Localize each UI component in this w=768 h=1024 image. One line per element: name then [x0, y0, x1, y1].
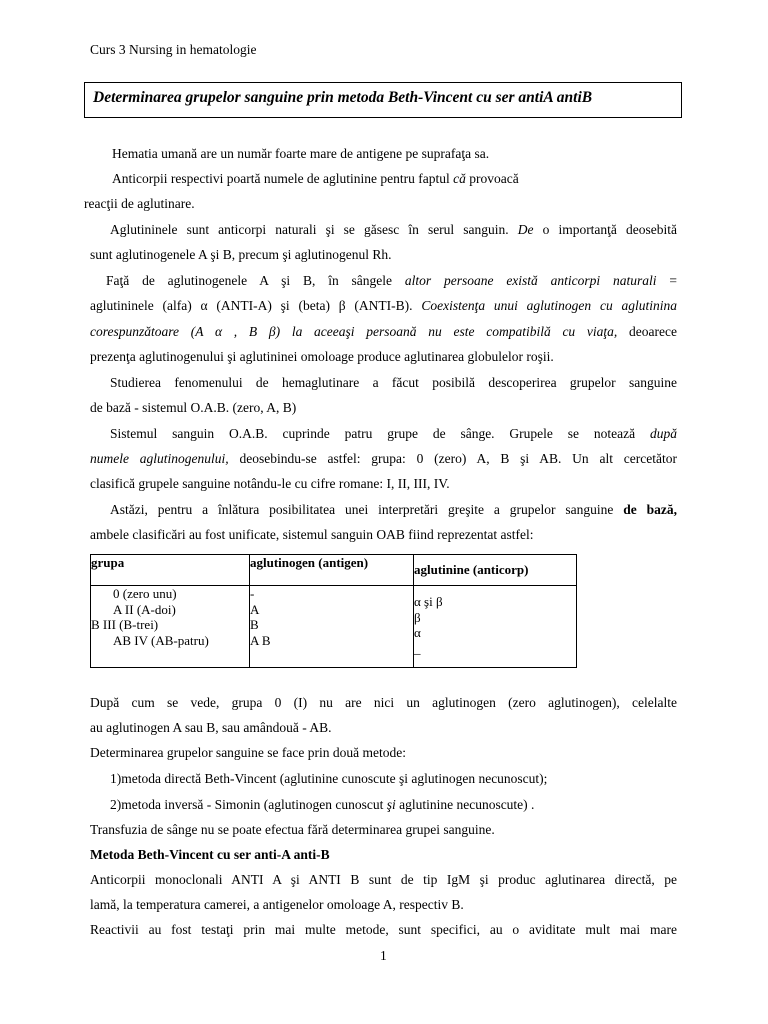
list-item: _	[414, 640, 421, 656]
paragraph-line: au aglutinogen A sau B, sau amândouă - AB.	[90, 720, 332, 735]
paragraph-line: prezenţa aglutinogenului şi aglutininei omoloage produce aglutinarea globulelor roşii.	[90, 349, 554, 364]
section-heading: Metoda Beth-Vincent cu ser anti-A anti-B	[90, 847, 330, 862]
paragraph-line: reacţii de aglutinare.	[84, 196, 195, 211]
list-item: β	[414, 609, 421, 625]
list-item: A II (A-doi)	[113, 601, 176, 617]
paragraph-line: sunt aglutinogenele A şi B, precum şi aglutinogenul Rh.	[90, 247, 392, 262]
paragraph-line: Reactivii au fost testaţi prin mai multe metode, sunt specifici, au o aviditate mult mai mare	[90, 922, 677, 937]
table-cell-aglutinine	[414, 586, 577, 668]
running-header: Curs 3 Nursing in hematologie	[90, 42, 257, 57]
table-header-row	[91, 555, 577, 586]
list-item: α şi β	[414, 594, 443, 609]
paragraph-line: După cum se vede, grupa 0 (I) nu are nici un aglutinogen (zero aglutinogen), celelalte	[90, 695, 677, 710]
paragraph-line: corespunzătoare (A α , B β) la aceeaşi persoană nu este compatibilă cu viaţa, deoarece	[90, 324, 677, 339]
paragraph-line: Determinarea grupelor sanguine se face prin două metode:	[90, 745, 406, 760]
list-item: 0 (zero unu)	[113, 586, 177, 601]
paragraph-line: lamă, la temperatura camerei, a antigenelor omoloage A, respectiv B.	[90, 897, 464, 912]
paragraph-line: Hematia umană are un număr foarte mare de antigene pe suprafaţa sa.	[112, 146, 490, 161]
paragraph-line: Studierea fenomenului de hemaglutinare a făcut posibilă descoperirea grupelor sanguine	[110, 375, 677, 390]
paragraph-line: Anticorpii respectivi poartă numele de aglutinine pentru faptul că provoacă	[112, 171, 519, 186]
paragraph-line: Faţă de aglutinogenele A şi B, în sângele altor persoane există anticorpi naturali =	[106, 273, 677, 288]
table-row	[91, 586, 577, 668]
paragraph-line: Aglutininele sunt anticorpi naturali şi se găsesc în serul sanguin. De o importanţă deosebită	[110, 222, 677, 237]
paragraph-line: de bază - sistemul O.A.B. (zero, A, B)	[90, 400, 297, 415]
page-number: 1	[380, 948, 387, 963]
table-cell-grupa	[91, 586, 250, 668]
blood-group-table	[90, 554, 577, 668]
paragraph-line: Transfuzia de sânge nu se poate efectua fără determinarea grupei sanguine.	[90, 822, 495, 837]
list-item: B	[250, 617, 259, 632]
list-item: 1)metoda directă Beth-Vincent (aglutinine cunoscute şi aglutinogen necunoscut);	[110, 771, 548, 786]
list-item: A B	[250, 632, 271, 648]
paragraph-line: aglutininele (alfa) α (ANTI-A) şi (beta) β (ANTI-B). Coexistenţa unui aglutinogen cu aglutinina	[90, 298, 677, 313]
table-header-cell: grupa	[91, 555, 250, 586]
table-header-cell: aglutinogen (antigen)	[250, 555, 414, 586]
list-item: α	[414, 625, 421, 640]
paragraph-line: Astăzi, pentru a înlătura posibilitatea unei interpretări greşite a grupelor sanguine de bază,	[110, 502, 677, 517]
title-box	[84, 82, 682, 118]
list-item: -	[250, 586, 255, 601]
list-item: AB IV (AB-patru)	[113, 632, 209, 648]
list-item: 2)metoda inversă - Simonin (aglutinogen cunoscut şi aglutinine necunoscute) .	[110, 797, 535, 812]
table-header-cell: aglutinine (anticorp)	[414, 555, 577, 586]
paragraph-line: ambele clasificări au fost unificate, sistemul sanguin OAB fiind reprezentat astfel:	[90, 527, 534, 542]
paragraph-line: numele aglutinogenului, deosebindu-se astfel: grupa: 0 (zero) A, B şi AB. Un alt cercetător	[90, 451, 677, 466]
list-item: B III (B-trei)	[91, 617, 159, 632]
paragraph-line: clasifică grupele sanguine notându-le cu cifre romane: I, II, III, IV.	[90, 476, 450, 491]
paragraph-line: Anticorpii monoclonali ANTI A şi ANTI B sunt de tip IgM şi produc aglutinarea directă, pe	[90, 872, 677, 887]
paragraph-line: Sistemul sanguin O.A.B. cuprinde patru grupe de sânge. Grupele se notează după	[110, 426, 677, 441]
list-item: A	[250, 601, 260, 617]
table-cell-aglutinogen	[250, 586, 414, 668]
document-title: Determinarea grupelor sanguine prin metoda Beth-Vincent cu ser antiA antiB	[93, 89, 593, 106]
